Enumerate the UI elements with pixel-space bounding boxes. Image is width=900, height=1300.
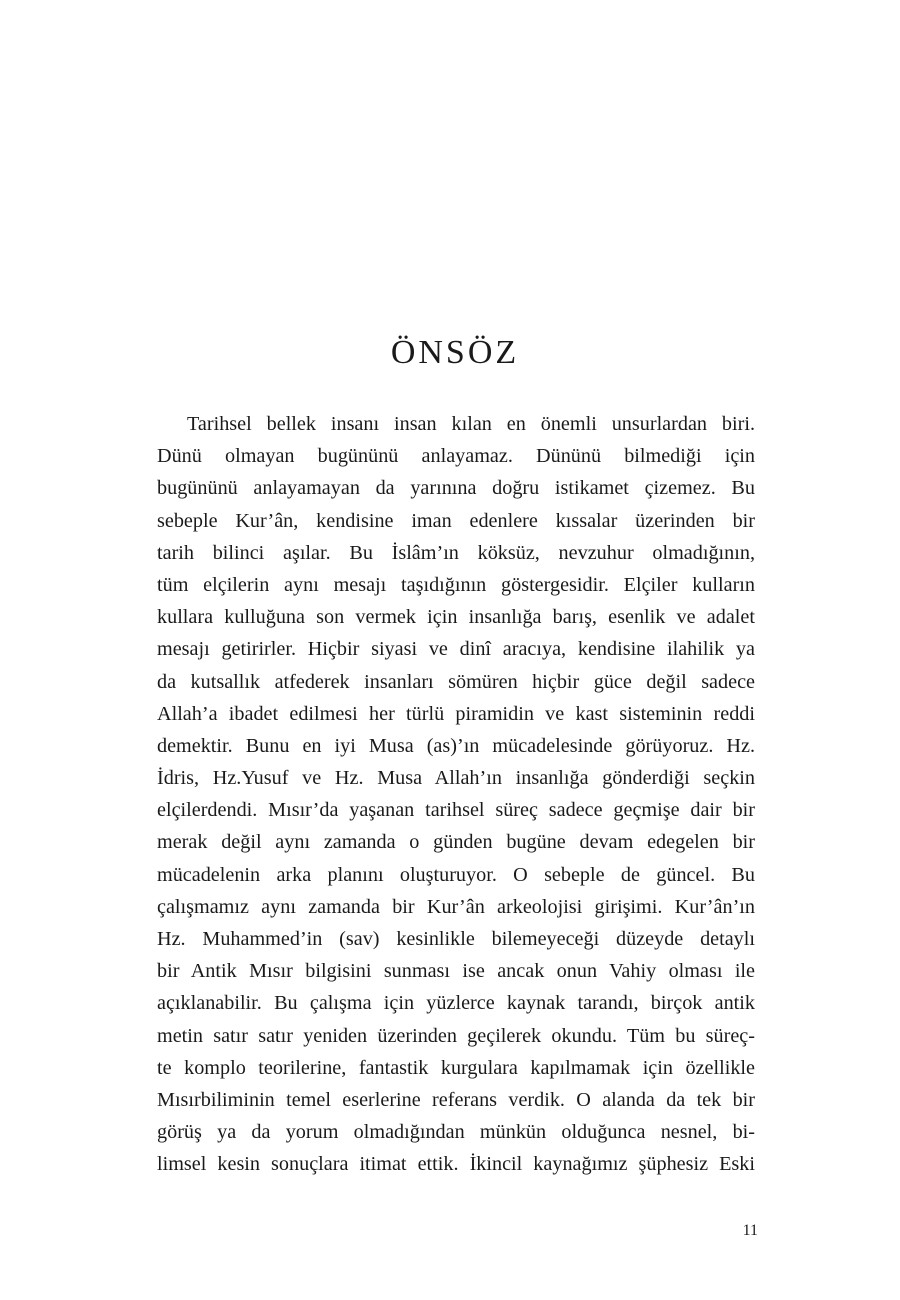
text-line: metin satır satır yeniden üzerinden geçilerek okundu. Tüm bu süreç-	[157, 1024, 755, 1047]
text-line: Dünü olmayan bugününü anlayamaz. Dününü bilmediği için	[157, 445, 755, 468]
text-line: bir Antik Mısır bilgisini sunması ise ancak onun Vahiy olması ile	[157, 960, 755, 983]
text-line: bugününü anlayamayan da yarınına doğru istikamet çizemez. Bu	[157, 477, 755, 500]
text-line: sebeple Kur’ân, kendisine iman edenlere kıssalar üzerinden bir	[157, 509, 755, 532]
text-line: tarih bilinci aşılar. Bu İslâm’ın köksüz, nevzuhur olmadığının,	[157, 541, 755, 564]
text-line: Tarihsel bellek insanı insan kılan en önemli unsurlardan biri.	[187, 413, 755, 435]
page-number: 11	[742, 1222, 758, 1239]
text-line: merak değil aynı zamanda o günden bugüne devam edegelen bir	[157, 831, 755, 854]
text-line: demektir. Bunu en iyi Musa (as)’ın mücadelesinde görüyoruz. Hz.	[157, 734, 755, 757]
text-line: mesajı getirirler. Hiçbir siyasi ve dinî aracıya, kendisine ilahilik ya	[157, 638, 755, 661]
text-line: tüm elçilerin aynı mesajı taşıdığının göstergesidir. Elçiler kulların	[157, 573, 755, 596]
text-line: te komplo teorilerine, fantastik kurgulara kapılmamak için özellikle	[157, 1056, 755, 1079]
text-line: görüş ya da yorum olmadığından münkün olduğunca nesnel, bi-	[157, 1121, 755, 1144]
body-paragraph	[157, 408, 755, 1181]
chapter-title: ÖNSÖZ	[390, 334, 520, 371]
text-line: Mısırbiliminin temel eserlerine referans verdik. O alanda da tek bir	[157, 1088, 755, 1111]
text-line: limsel kesin sonuçlara itimat ettik. İkincil kaynağımız şüphesiz Eski	[157, 1153, 755, 1176]
text-line: çalışmamız aynı zamanda bir Kur’ân arkeolojisi girişimi. Kur’ân’ın	[157, 895, 755, 918]
text-line: elçilerdendi. Mısır’da yaşanan tarihsel süreç sadece geçmişe dair bir	[157, 799, 755, 822]
text-line: İdris, Hz.Yusuf ve Hz. Musa Allah’ın insanlığa gönderdiği seçkin	[157, 767, 755, 790]
text-line: Allah’a ibadet edilmesi her türlü piramidin ve kast sisteminin reddi	[157, 702, 755, 725]
text-line: kullara kulluğuna son vermek için insanlığa barış, esenlik ve adalet	[157, 606, 755, 629]
text-line: mücadelenin arka planını oluşturuyor. O sebeple de güncel. Bu	[157, 863, 755, 886]
text-line: Hz. Muhammed’in (sav) kesinlikle bilemeyeceği düzeyde detaylı	[157, 928, 755, 950]
text-line: açıklanabilir. Bu çalışma için yüzlerce kaynak tarandı, birçok antik	[157, 992, 755, 1015]
text-line: da kutsallık atfederek insanları sömüren hiçbir güce değil sadece	[157, 670, 755, 693]
